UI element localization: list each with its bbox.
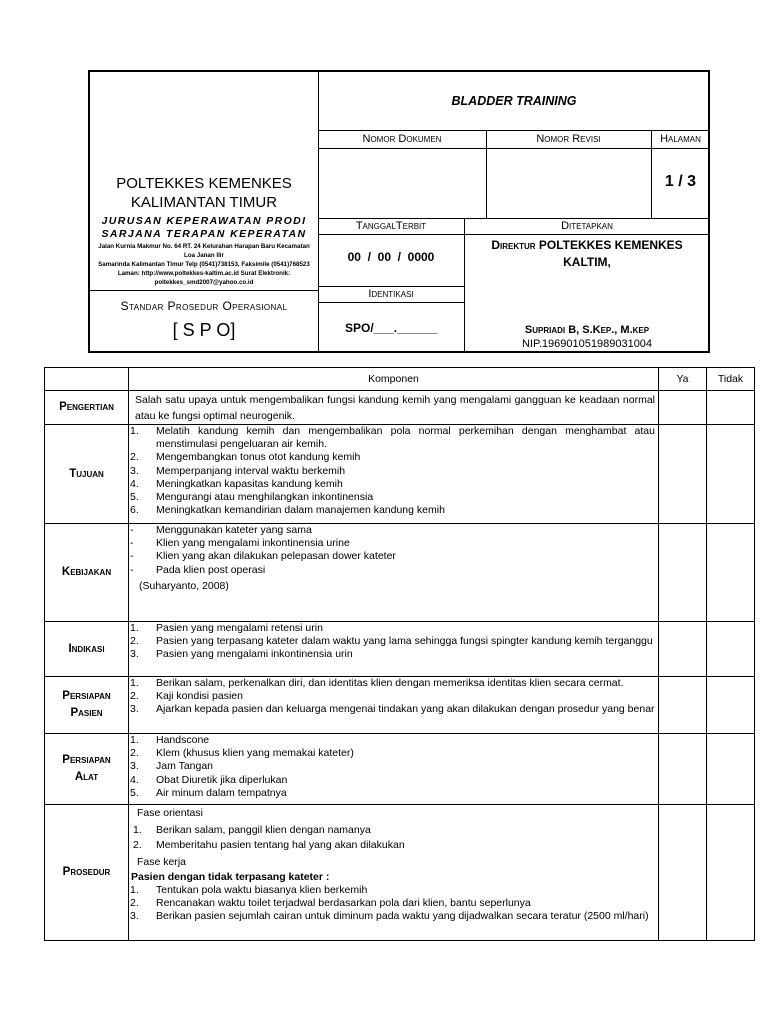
tidak-checkbox-cell[interactable] [707,734,755,805]
address-line: Jalan Kurnia Makmur No. 64 RT. 24 Kelurahan Harapan Baru Kecamatan [98,243,310,250]
nomor-revisi-label: Nomor Revisi [536,133,601,145]
pengertian-text: Salah satu upaya untuk mengembalikan fungsi kandung kemih yang mengalami gangguan ke keadaan normal atau ke fungsi optimal neurogenik. [135,394,655,422]
section-label-kebijakan: Kebijakan [45,524,129,622]
section-label-indikasi: Indikasi [45,622,129,677]
signer-nip: NIP.196901051989031004 [521,338,653,350]
ya-checkbox-cell[interactable] [659,677,707,734]
tanggal-terbit-value: 00 / 00 / 0000 [347,250,435,264]
list-item: - Menggunakan kateter yang sama [130,524,312,536]
ya-checkbox-cell[interactable] [659,391,707,425]
address-line: poltekkes_smd2007@yahoo.co.id [154,279,254,286]
institution-name-line2: KALIMANTAN TIMUR [130,194,278,211]
grid-line [318,218,710,219]
ya-checkbox-cell[interactable] [659,622,707,677]
grid-line [318,234,710,235]
header-divider [318,72,319,351]
kerja-list [129,884,658,924]
orientasi-list [129,823,658,853]
spo-label: Standar Prosedur Operasional [120,299,288,313]
halaman-value: 1 / 3 [664,173,697,190]
section-label-pengertian: Pengertian [45,391,129,425]
tidak-checkbox-cell[interactable] [707,677,755,734]
section-label-tujuan: Tujuan [45,425,129,524]
header-empty-cell [45,368,129,391]
table-header-row [45,368,755,391]
tujuan-list [129,425,658,517]
pengertian-cell [129,391,659,425]
list-item: 3. Jam Tangan [130,760,214,773]
list-item: - Klien yang mengalami inkontinensia urine [130,537,350,550]
table-row-tujuan [45,425,755,524]
list-item: 3. Ajarkan kepada pasien dan keluarga mengenai tindakan yang akan dilakukan dengan prosedur yang benar [130,703,655,716]
signer-name: Supriadi B, S.Kep., M.kep [524,324,650,336]
ya-checkbox-cell[interactable] [659,734,707,805]
table-row-persiapan-pasien [45,677,755,734]
tidak-checkbox-cell[interactable] [707,622,755,677]
indikasi-cell [129,622,659,677]
list-item: 5. Air minum dalam tempatnya [130,786,287,799]
tujuan-cell [129,425,659,524]
kebijakan-list [129,524,658,577]
address-line: Laman: http://www.poltekkes-kaltim.ac.id Surat Elektronik: [117,270,291,277]
list-item: 1. Melatih kandung kemih dan mengembalikan pola normal perkemihan dengan menghambat atau menstimulasi pengeluaran air kemih. [130,425,655,451]
procedure-table [44,367,755,941]
list-item: 3. Pasien yang mengalami inkontinensia urin [130,648,353,661]
ditetapkan-label: Ditetapkan [561,220,613,232]
label-line: Alat [74,771,99,783]
list-item: 2. Pasien yang terpasang kateter dalam waktu yang lama sehingga fungsi spingter kandung kemih terganggu [130,635,653,648]
tidak-checkbox-cell[interactable] [707,425,755,524]
persiapan-alat-cell [129,734,659,805]
list-item: 1. Handscone [130,734,210,746]
list-item: 2. Rencanakan waktu toilet terjadwal berdasarkan pola dari klien, bantu seperlunya [130,897,531,910]
section-label-persiapan-pasien [45,677,129,734]
list-item: 2. Memberitahu pasien tentang hal yang akan dilakukan [133,839,405,851]
ya-checkbox-cell[interactable] [659,805,707,941]
persiapan-pasien-cell [129,677,659,734]
grid-line [318,286,464,287]
nomor-dokumen-label: Nomor Dokumen [362,133,442,145]
table-row-prosedur [45,805,755,941]
document-title: BLADDER TRAINING [451,94,577,108]
spo-code: [ S P O] [172,320,236,340]
indikasi-list [129,622,658,662]
kebijakan-source: (Suharyanto, 2008) [139,579,229,592]
section-label-persiapan-alat [45,734,129,805]
list-item: 1. Berikan salam, perkenalkan diri, dan identitas klien dengan memeriksa identitas klien secara cermat. [130,677,624,689]
document-header [88,70,710,353]
list-item: 3. Berikan pasien sejumlah cairan untuk diminum pada waktu yang dijadwalkan secara teratur (2500 ml/hari) [130,910,649,923]
tidak-checkbox-cell[interactable] [707,524,755,622]
prosedur-subheading: Pasien dengan tidak terpasang kateter : [131,871,330,883]
ditetapkan-value-line2: KALTIM, [563,255,611,269]
institution-name-line1: POLTEKKES KEMENKES [116,175,292,192]
list-item: - Pada klien post operasi [130,563,266,576]
label-line: Persiapan [62,690,111,702]
tanggal-terbit-label: TanggalTerbit [355,220,427,232]
grid-line [318,302,464,303]
table-row-kebijakan [45,524,755,622]
persiapan-pasien-list [129,677,658,717]
label-line: Persiapan [62,754,111,766]
address-line: Samarinda Kalimantan Timur Telp (0541)738153, Faksimile (0541)768523 [98,261,310,268]
list-item: 1. Pasien yang mengalami retensi urin [130,622,323,634]
tidak-header: Tidak [707,368,755,391]
table-row-indikasi [45,622,755,677]
department-line2: SARJANA TERAPAN KEPERATAN [101,228,307,240]
ditetapkan-value-line1: Direktur POLTEKKES KEMENKES [491,238,683,252]
fase-kerja-heading: Fase kerja [137,856,187,868]
spo-separator [90,290,318,291]
table-row-persiapan-alat [45,734,755,805]
list-item: 1. Berikan salam, panggil klien dengan namanya [133,824,371,836]
persiapan-alat-list [129,734,658,800]
identikasi-label: Identikasi [368,288,414,300]
department-line1: JURUSAN KEPERAWATAN PRODI [101,215,307,227]
ya-checkbox-cell[interactable] [659,425,707,524]
list-item: 2. Kaji kondisi pasien [130,690,243,703]
komponen-header: Komponen [129,368,659,391]
prosedur-cell [129,805,659,941]
halaman-label: Halaman [660,133,701,145]
list-item: 4. Meningkatkan kapasitas kandung kemih [130,477,343,490]
fase-orientasi-heading: Fase orientasi [137,807,203,819]
list-item: 6. Meningkatkan kemandirian dalam manajemen kandung kemih [130,504,445,517]
tidak-checkbox-cell[interactable] [707,391,755,425]
ya-checkbox-cell[interactable] [659,524,707,622]
list-item: - Klien yang akan dilakukan pelepasan dower kateter [130,550,396,563]
label-line: Pasien [70,707,103,719]
list-item: 2. Mengembangkan tonus otot kandung kemih [130,451,361,464]
address-line: Loa Janan Ilir [184,252,224,259]
list-item: 2. Klem (khusus klien yang memakai kateter) [130,747,354,760]
list-item: 1. Tentukan pola waktu biasanya klien berkemih [130,884,368,896]
list-item: 4. Obat Diuretik jika diperlukan [130,773,288,786]
section-label-prosedur: Prosedur [45,805,129,941]
tidak-checkbox-cell[interactable] [707,805,755,941]
table-row-pengertian [45,391,755,425]
list-item: 3. Memperpanjang interval waktu berkemih [130,464,346,477]
identikasi-value: SPO/___.______ [345,321,438,335]
kebijakan-cell [129,524,659,622]
list-item: 5. Mengurangi atau menghilangkan inkontinensia [130,491,374,504]
ya-header: Ya [659,368,707,391]
